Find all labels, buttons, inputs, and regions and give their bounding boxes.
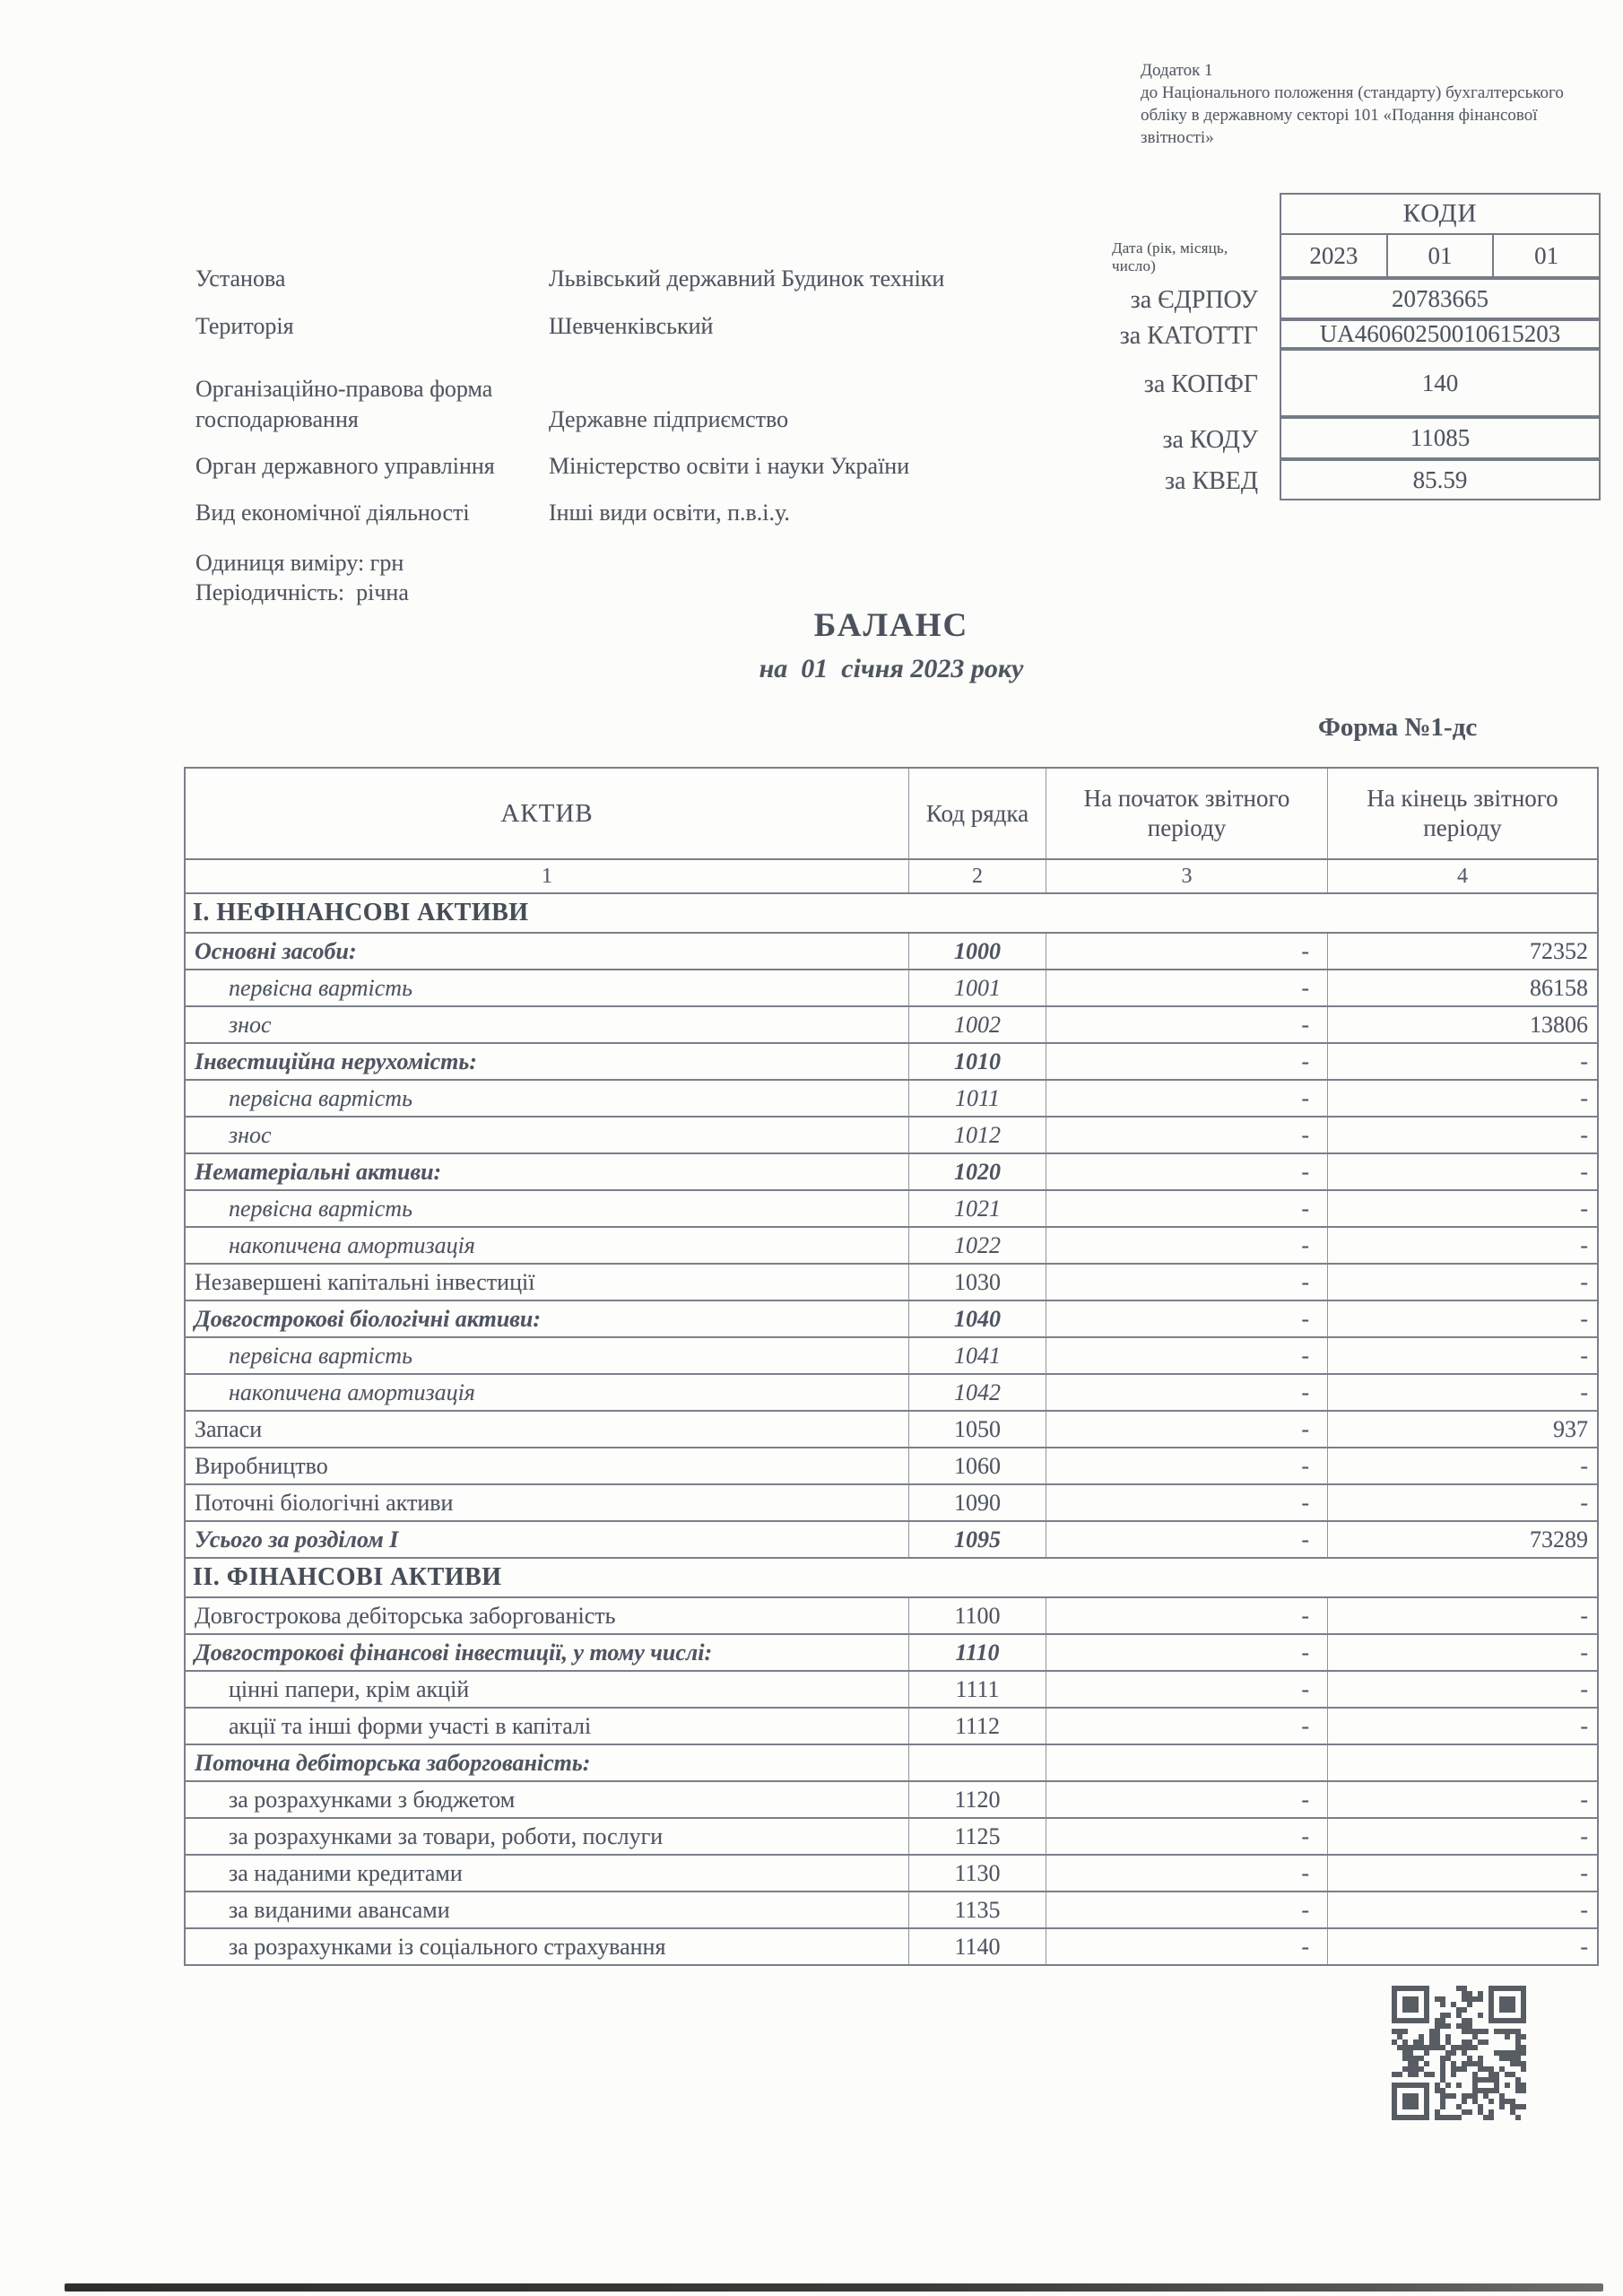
table-header-row [186, 769, 1597, 858]
row-code: 1042 [908, 1375, 1046, 1410]
row-label: за розрахунками за товари, роботи, послуги [229, 1822, 664, 1849]
row-code: 1041 [908, 1338, 1046, 1373]
row-value-end: - [1327, 1081, 1597, 1116]
code-row-kopfg [1112, 351, 1601, 419]
org-value: Державне підприємство [549, 406, 789, 432]
row-value-begin: - [1046, 1154, 1327, 1189]
row-label: накопичена амортизація [229, 1378, 475, 1405]
row-value-begin: - [1046, 1672, 1327, 1707]
table-row [186, 1854, 1597, 1891]
code-row-kodu [1112, 419, 1601, 461]
table-row [186, 1744, 1597, 1780]
row-value-begin: - [1046, 1301, 1327, 1336]
table-row [186, 1263, 1597, 1300]
date-day-cell: 01 [1492, 235, 1599, 276]
code-value: UA46060250010615203 [1280, 319, 1601, 349]
code-label: за КОПФГ [1143, 370, 1258, 398]
codes-header-spacer [1112, 193, 1280, 235]
row-code: 1011 [908, 1081, 1046, 1116]
row-value-end: - [1327, 1485, 1597, 1520]
code-value: 11085 [1280, 417, 1601, 459]
row-code: 1002 [908, 1007, 1046, 1042]
code-row-kved [1112, 461, 1601, 502]
section-title: І. НЕФІНАНСОВІ АКТИВИ [193, 899, 529, 926]
row-value-begin: - [1046, 1635, 1327, 1670]
table-row [186, 1042, 1597, 1079]
org-label: Вид економічної діяльності [195, 500, 470, 526]
document-date: на 01 січня 2023 року [759, 654, 1024, 683]
code-value: 20783665 [1280, 278, 1601, 319]
table-row [186, 1373, 1597, 1410]
table-row [186, 1336, 1597, 1373]
row-code: 1000 [908, 934, 1046, 969]
row-value-begin: - [1046, 1375, 1327, 1410]
org-info [195, 258, 1182, 607]
table-row [186, 1152, 1597, 1189]
row-value-end: 86158 [1327, 970, 1597, 1005]
org-row-vyd [195, 487, 1182, 534]
table-row [186, 1079, 1597, 1116]
org-row-ustanova [195, 258, 1182, 300]
org-value: Шевченківський [549, 313, 714, 339]
row-value-begin: - [1046, 1007, 1327, 1042]
org-label: Установа [195, 265, 286, 291]
row-label: за розрахунками з бюджетом [229, 1786, 516, 1813]
row-value-begin: - [1046, 1412, 1327, 1447]
row-label: акції та інші форми участі в капіталі [229, 1712, 592, 1739]
row-code: 1040 [908, 1301, 1046, 1336]
row-value-end: - [1327, 1856, 1597, 1891]
row-label: первісна вартість [229, 1084, 412, 1111]
unit-line: Одиниця виміру: грн [195, 550, 404, 576]
row-code [908, 1745, 1046, 1780]
annex-note-line: Додаток 1 [1141, 61, 1213, 80]
table-row [186, 1891, 1597, 1927]
code-value: 140 [1280, 349, 1601, 417]
table-row [186, 1300, 1597, 1336]
row-value-begin: - [1046, 1118, 1327, 1152]
table-row [186, 1780, 1597, 1817]
row-code: 1125 [908, 1819, 1046, 1854]
code-row-edrpou [1112, 280, 1601, 321]
section-header-row [186, 1557, 1597, 1596]
row-code: 1050 [908, 1412, 1046, 1447]
date-month-cell: 01 [1386, 235, 1493, 276]
row-value-begin [1046, 1745, 1327, 1780]
row-value-end: - [1327, 1265, 1597, 1300]
code-row-katottg [1112, 321, 1601, 351]
row-label: Запаси [195, 1415, 263, 1442]
row-code: 1130 [908, 1856, 1046, 1891]
row-value-end: - [1327, 1118, 1597, 1152]
org-label: Орган державного управління [195, 453, 495, 479]
row-label: Усього за розділом І [195, 1526, 399, 1552]
table-row [186, 1447, 1597, 1483]
row-value-end: 13806 [1327, 1007, 1597, 1042]
org-row-forma [195, 347, 1182, 440]
table-row [186, 1410, 1597, 1447]
row-value-end: - [1327, 1709, 1597, 1744]
row-code: 1060 [908, 1448, 1046, 1483]
row-value-begin: - [1046, 1265, 1327, 1300]
row-label: первісна вартість [229, 1195, 412, 1222]
row-value-begin: - [1046, 1856, 1327, 1891]
row-code: 1090 [908, 1485, 1046, 1520]
section-header-row [186, 892, 1597, 932]
form-number-label: Форма №1-дс [1318, 713, 1478, 742]
row-value-end: 73289 [1327, 1522, 1597, 1557]
table-row [186, 1817, 1597, 1854]
code-label: за КАТОТТГ [1119, 321, 1258, 350]
periodicity-line: Періодичність: річна [195, 579, 409, 605]
org-row-organ [195, 440, 1182, 487]
table-row [186, 1189, 1597, 1226]
section-title: ІІ. ФІНАНСОВІ АКТИВИ [193, 1563, 502, 1591]
row-label: Довгострокові фінансові інвестиції, у тому числі: [195, 1639, 713, 1665]
row-value-end: 72352 [1327, 934, 1597, 969]
row-value-end [1327, 1745, 1597, 1780]
row-value-end: - [1327, 1228, 1597, 1263]
table-row [186, 1483, 1597, 1520]
row-label: цінні папери, крім акцій [229, 1675, 470, 1702]
row-value-begin: - [1046, 970, 1327, 1005]
annex-note-line: обліку в державному секторі 101 «Подання фінансової [1141, 106, 1538, 125]
table-row [186, 1633, 1597, 1670]
row-label: за розрахунками із соціального страхування [229, 1933, 666, 1960]
row-label: Виробництво [195, 1452, 328, 1479]
row-label: знос [229, 1121, 272, 1148]
date-cells [1280, 233, 1601, 278]
column-number: 3 [1046, 860, 1327, 892]
column-number: 2 [908, 860, 1046, 892]
row-code: 1110 [908, 1635, 1046, 1670]
org-row-terytoriya [195, 300, 1182, 347]
row-value-end: - [1327, 1598, 1597, 1633]
annex-note [1141, 59, 1616, 149]
row-code: 1010 [908, 1044, 1046, 1079]
row-value-end: - [1327, 1375, 1597, 1410]
header-cell-aktiv: АКТИВ [500, 798, 594, 828]
row-value-end: - [1327, 1044, 1597, 1079]
code-value: 85.59 [1280, 459, 1601, 500]
row-code: 1022 [908, 1228, 1046, 1263]
row-code: 1135 [908, 1892, 1046, 1927]
header-cell-begin: На початок звітного періоду [1046, 769, 1327, 858]
row-code: 1021 [908, 1191, 1046, 1226]
codes-title-cell: КОДИ [1280, 193, 1601, 235]
row-label: Інвестиційна нерухомість: [195, 1048, 477, 1074]
table-row [186, 932, 1597, 969]
annex-note-line: до Національного положення (стандарту) бухгалтерського [1141, 83, 1564, 102]
row-label: Основні засоби: [195, 937, 357, 964]
codes-header-row [1112, 193, 1601, 235]
row-value-end: - [1327, 1191, 1597, 1226]
row-value-begin: - [1046, 1598, 1327, 1633]
table-row [186, 1520, 1597, 1557]
table-row [186, 1005, 1597, 1042]
row-value-begin: - [1046, 1709, 1327, 1744]
code-label: за ЄДРПОУ [1130, 286, 1258, 314]
row-value-end: - [1327, 1819, 1597, 1854]
row-code: 1012 [908, 1118, 1046, 1152]
row-value-end: - [1327, 1448, 1597, 1483]
row-value-begin: - [1046, 1929, 1327, 1964]
row-value-begin: - [1046, 1338, 1327, 1373]
org-label: Організаційно-правова форма господарювання [195, 376, 493, 432]
code-label: за КОДУ [1162, 425, 1258, 454]
row-value-end: - [1327, 1301, 1597, 1336]
row-label: за виданими авансами [229, 1896, 450, 1923]
row-code: 1112 [908, 1709, 1046, 1744]
date-year-cell: 2023 [1309, 241, 1358, 269]
row-value-begin: - [1046, 1448, 1327, 1483]
code-label: за КВЕД [1164, 467, 1258, 495]
row-value-end: 937 [1327, 1412, 1597, 1447]
annex-note-line: звітності» [1141, 128, 1214, 147]
codes-date-row [1112, 235, 1601, 280]
row-value-begin: - [1046, 1782, 1327, 1817]
row-label: первісна вартість [229, 1342, 412, 1369]
row-label: Поточні біологічні активи [195, 1489, 454, 1516]
row-value-begin: - [1046, 934, 1327, 969]
row-value-end: - [1327, 1635, 1597, 1670]
row-value-begin: - [1046, 1892, 1327, 1927]
column-number-row [186, 858, 1597, 892]
table-row [186, 1927, 1597, 1964]
row-value-begin: - [1046, 1485, 1327, 1520]
table-row [186, 1116, 1597, 1152]
row-value-end: - [1327, 1338, 1597, 1373]
date-label: Дата (рік, місяць, число) [1112, 239, 1228, 274]
row-value-end: - [1327, 1929, 1597, 1964]
row-value-end: - [1327, 1892, 1597, 1927]
header-cell-end: На кінець звітного періоду [1327, 769, 1597, 858]
row-code: 1140 [908, 1929, 1046, 1964]
row-value-end: - [1327, 1782, 1597, 1817]
column-number: 1 [542, 864, 552, 888]
row-code: 1095 [908, 1522, 1046, 1557]
row-code: 1100 [908, 1598, 1046, 1633]
row-value-begin: - [1046, 1044, 1327, 1079]
org-value: Міністерство освіти і науки України [549, 453, 910, 479]
balance-table-body [186, 892, 1597, 1964]
row-value-begin: - [1046, 1191, 1327, 1226]
row-code: 1030 [908, 1265, 1046, 1300]
row-label: за наданими кредитами [229, 1859, 463, 1886]
table-row [186, 1670, 1597, 1707]
row-value-begin: - [1046, 1522, 1327, 1557]
row-label: Нематеріальні активи: [195, 1158, 442, 1185]
scan-edge-artifact [65, 2283, 1603, 2292]
row-value-begin: - [1046, 1228, 1327, 1263]
codes-table [1112, 193, 1601, 502]
row-label: первісна вартість [229, 974, 412, 1001]
row-value-end: - [1327, 1154, 1597, 1189]
row-code: 1020 [908, 1154, 1046, 1189]
document-title: БАЛАНС [813, 607, 969, 644]
row-label: Довгострокові біологічні активи: [195, 1305, 542, 1332]
qr-code-icon [1392, 1986, 1526, 2120]
row-value-begin: - [1046, 1819, 1327, 1854]
row-label: Довгострокова дебіторська заборгованість [195, 1602, 616, 1629]
row-label: Поточна дебіторська заборгованість: [195, 1749, 591, 1776]
table-row [186, 1707, 1597, 1744]
row-label: Незавершені капітальні інвестиції [195, 1268, 535, 1295]
table-row [186, 1226, 1597, 1263]
row-label: знос [229, 1011, 272, 1038]
table-row [186, 969, 1597, 1005]
row-code: 1111 [908, 1672, 1046, 1707]
row-code: 1001 [908, 970, 1046, 1005]
org-label: Територія [195, 313, 294, 339]
org-value: Львівський державний Будинок техніки [549, 265, 945, 291]
column-number: 4 [1327, 860, 1597, 892]
balance-table [184, 767, 1599, 1966]
row-value-begin: - [1046, 1081, 1327, 1116]
table-row [186, 1596, 1597, 1633]
row-value-end: - [1327, 1672, 1597, 1707]
header-cell-code: Код рядка [908, 769, 1046, 858]
row-label: накопичена амортизація [229, 1231, 475, 1258]
org-value: Інші види освіти, п.в.і.у. [549, 500, 790, 526]
row-code: 1120 [908, 1782, 1046, 1817]
